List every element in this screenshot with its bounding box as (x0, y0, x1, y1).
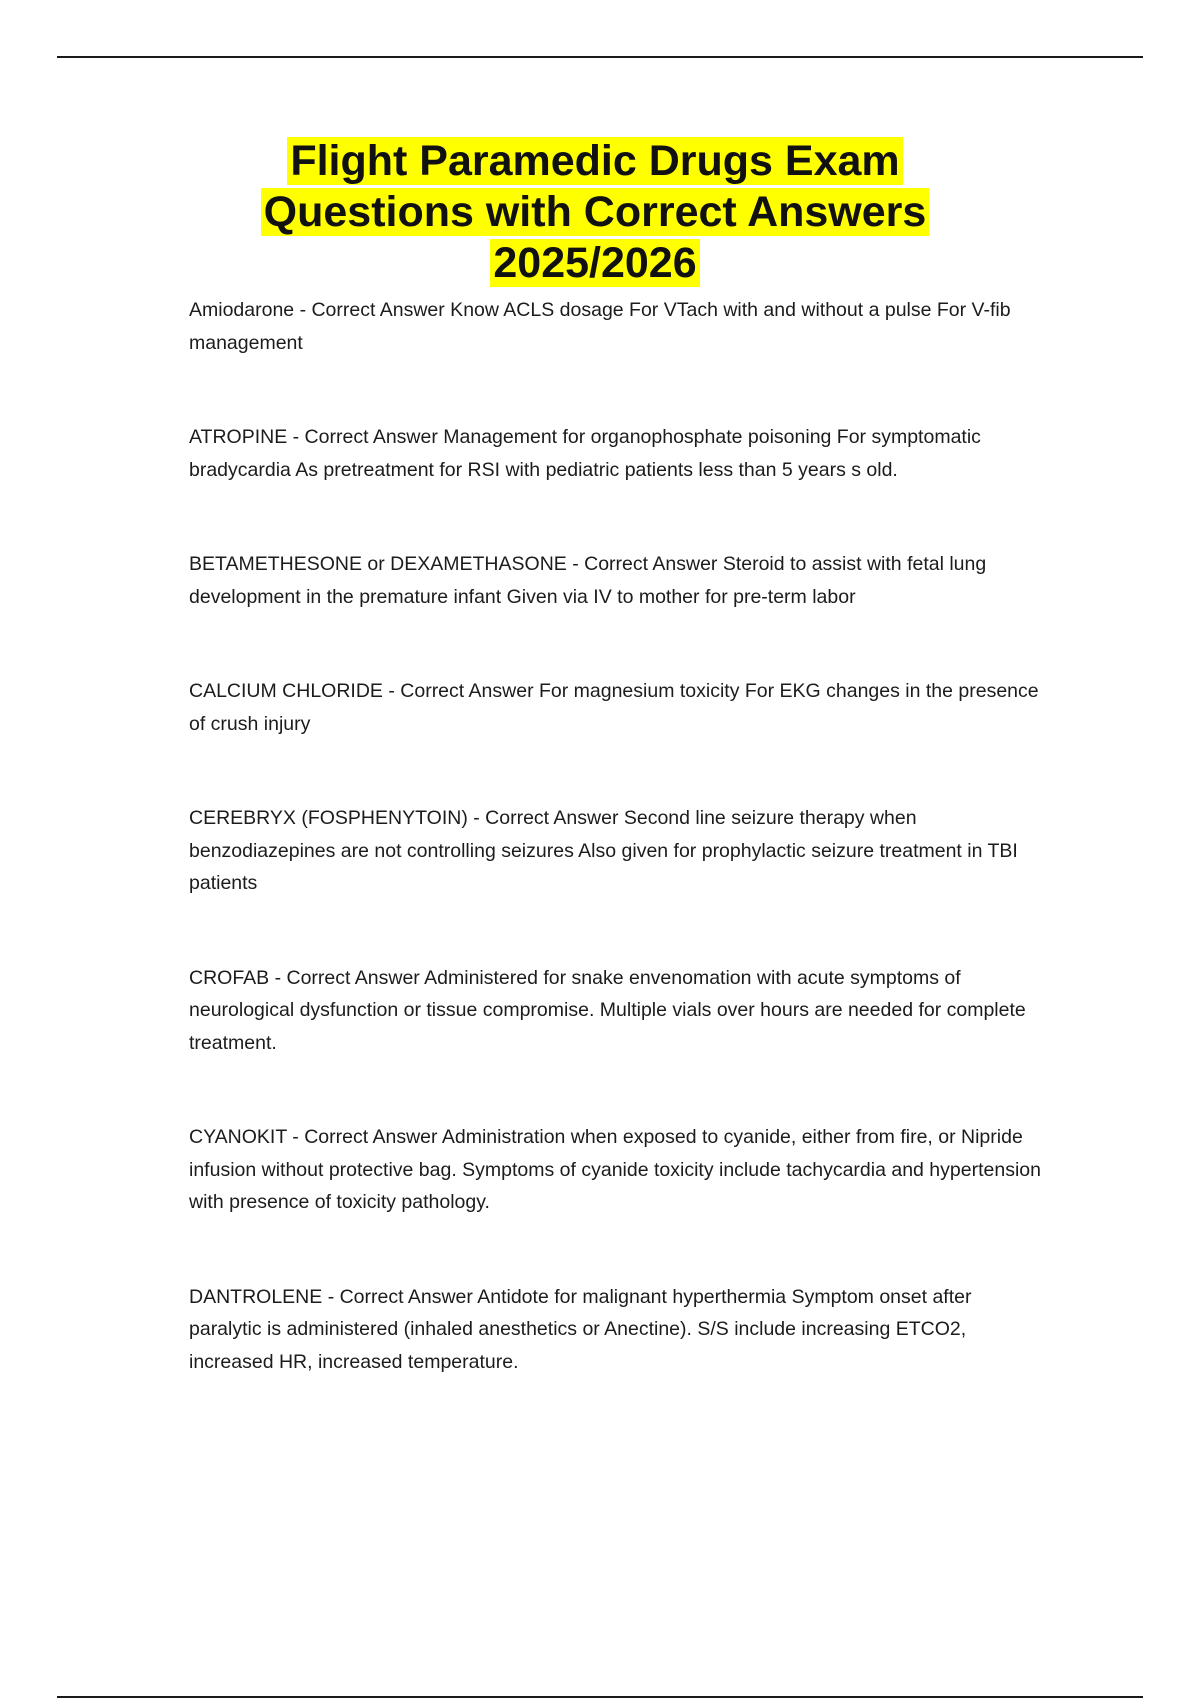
title-row-2 (130, 187, 1060, 238)
title-row-3 (130, 238, 1060, 289)
title-row-1 (130, 136, 1060, 187)
qa-entry-betamethesone: BETAMETHESONE or DEXAMETHASONE - Correct Answer Steroid to assist with fetal lung development in the premature infant Given via IV to mother for pre-term labor (189, 553, 987, 608)
qa-entry-amiodarone: Amiodarone - Correct Answer Know ACLS dosage For VTach with and without a pulse For V-fib management (189, 299, 1011, 354)
bottom-rule (57, 1696, 1143, 1698)
qa-list (189, 294, 1047, 1378)
qa-entry-calcium-chloride: CALCIUM CHLORIDE - Correct Answer For magnesium toxicity For EKG changes in the presence of crush injury (189, 680, 1039, 735)
qa-entry-cyanokit: CYANOKIT - Correct Answer Administration when exposed to cyanide, either from fire, or Nipride infusion without protective bag. Symptoms of cyanide toxicity include tachycardia and hypertension with presence of toxicity pathology. (189, 1126, 1041, 1213)
title-line-2: Questions with Correct Answers (261, 188, 930, 236)
document-title (130, 136, 1060, 289)
title-line-1: Flight Paramedic Drugs Exam (287, 137, 902, 185)
title-line-3: 2025/2026 (490, 239, 699, 287)
qa-entry-cerebryx: CEREBRYX (FOSPHENYTOIN) - Correct Answer Second line seizure therapy when benzodiazepines are not controlling seizures Also given for prophylactic seizure treatment in TBI patients (189, 807, 1018, 894)
qa-entry-crofab: CROFAB - Correct Answer Administered for snake envenomation with acute symptoms of neurological dysfunction or tissue compromise. Multiple vials over hours are needed for complete treatment. (189, 966, 1026, 1054)
qa-entry-atropine: ATROPINE - Correct Answer Management for organophosphate poisoning For symptomatic bradycardia As pretreatment for RSI with pediatric patients less than 5 years s old. (189, 426, 981, 481)
top-rule (57, 56, 1143, 58)
qa-entry-dantrolene: DANTROLENE - Correct Answer Antidote for malignant hyperthermia Symptom onset after paralytic is administered (inhaled anesthetics or Anectine). S/S include increasing ETCO2, increased HR, increased temperature. (189, 1285, 972, 1373)
